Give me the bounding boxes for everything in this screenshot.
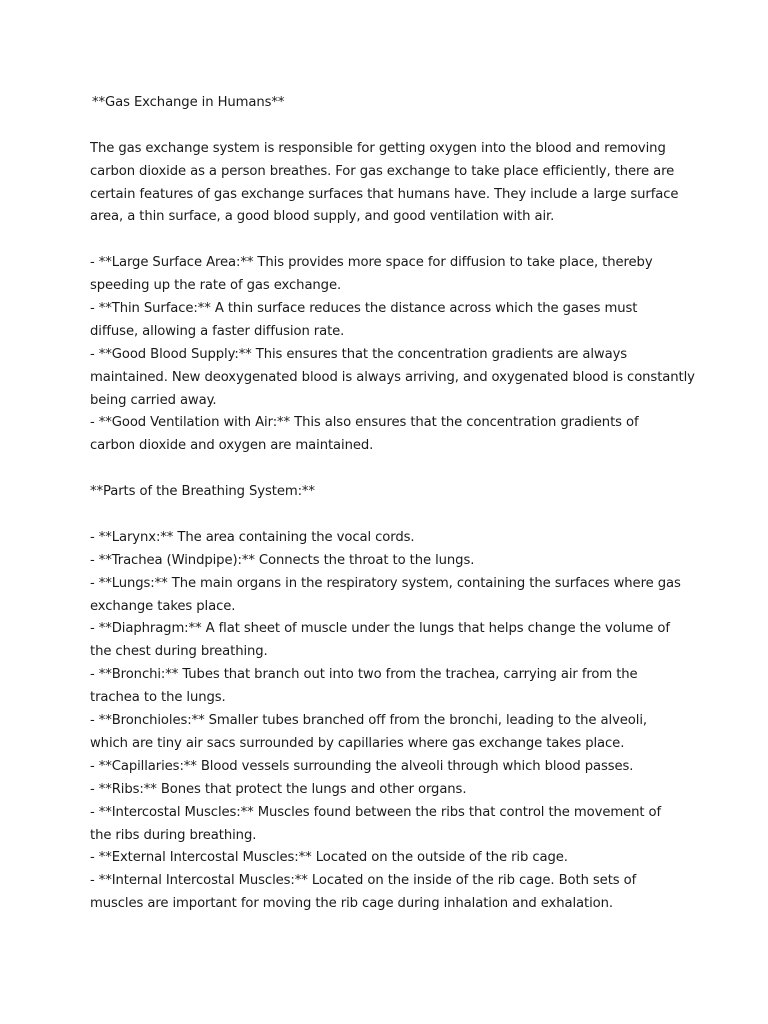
parts-heading: **Parts of the Breathing System:** — [90, 484, 315, 500]
part-line: trachea to the lungs. — [90, 690, 226, 706]
feature-line: carbon dioxide and oxygen are maintained. — [90, 438, 374, 454]
spacer — [90, 229, 690, 252]
part-line: - **Lungs:** The main organs in the respiratory system, containing the surfaces where gas — [90, 575, 681, 591]
part-line: - **Ribs:** Bones that protect the lungs and other organs. — [90, 781, 467, 797]
intro-line: certain features of gas exchange surfaces that humans have. They include a large surface — [90, 186, 679, 202]
part-line: which are tiny air sacs surrounded by capillaries where gas exchange takes place. — [90, 735, 625, 751]
feature-line: - **Good Ventilation with Air:** This also ensures that the concentration gradients of — [90, 415, 639, 431]
intro-line: The gas exchange system is responsible for getting oxygen into the blood and removing — [90, 140, 666, 156]
features-list — [90, 252, 695, 458]
part-line: muscles are important for moving the rib cage during inhalation and exhalation. — [90, 896, 613, 912]
part-line: - **Bronchioles:** Smaller tubes branched off from the bronchi, leading to the alveoli, — [90, 713, 647, 729]
part-line: - **Diaphragm:** A flat sheet of muscle under the lungs that helps change the volume of — [90, 621, 670, 637]
part-line: - **Intercostal Muscles:** Muscles found between the ribs that control the movement of — [90, 804, 662, 820]
part-line: - **External Intercostal Muscles:** Located on the outside of the rib cage. — [90, 850, 568, 866]
feature-line: being carried away. — [90, 392, 217, 408]
intro-line: area, a thin surface, a good blood supply, and good ventilation with air. — [90, 209, 555, 225]
spacer — [90, 504, 690, 527]
document-page — [90, 92, 695, 916]
intro-paragraph — [90, 138, 690, 230]
intro-line: carbon dioxide as a person breathes. For gas exchange to take place efficiently, there are — [90, 163, 675, 179]
feature-line: speeding up the rate of gas exchange. — [90, 278, 342, 294]
feature-line: maintained. New deoxygenated blood is always arriving, and oxygenated blood is constantly — [90, 369, 695, 385]
feature-line: - **Good Blood Supply:** This ensures that the concentration gradients are always — [90, 346, 628, 362]
part-line: - **Larynx:** The area containing the vocal cords. — [90, 529, 415, 545]
part-line: - **Bronchi:** Tubes that branch out into two from the trachea, carrying air from the — [90, 667, 638, 683]
feature-line: - **Large Surface Area:** This provides more space for diffusion to take place, thereby — [90, 255, 653, 271]
document-title: **Gas Exchange in Humans** — [92, 95, 285, 110]
part-line: - **Internal Intercostal Muscles:** Located on the inside of the rib cage. Both sets of — [90, 873, 637, 889]
feature-line: diffuse, allowing a faster diffusion rate. — [90, 323, 345, 339]
parts-list — [90, 527, 690, 916]
part-line: - **Capillaries:** Blood vessels surrounding the alveoli through which blood passes. — [90, 758, 634, 774]
spacer — [90, 115, 690, 138]
part-line: exchange takes place. — [90, 598, 236, 614]
part-line: - **Trachea (Windpipe):** Connects the throat to the lungs. — [90, 552, 475, 568]
feature-line: - **Thin Surface:** A thin surface reduces the distance across which the gases must — [90, 301, 638, 317]
part-line: the chest during breathing. — [90, 644, 268, 660]
part-line: the ribs during breathing. — [90, 827, 257, 843]
spacer — [90, 458, 690, 481]
